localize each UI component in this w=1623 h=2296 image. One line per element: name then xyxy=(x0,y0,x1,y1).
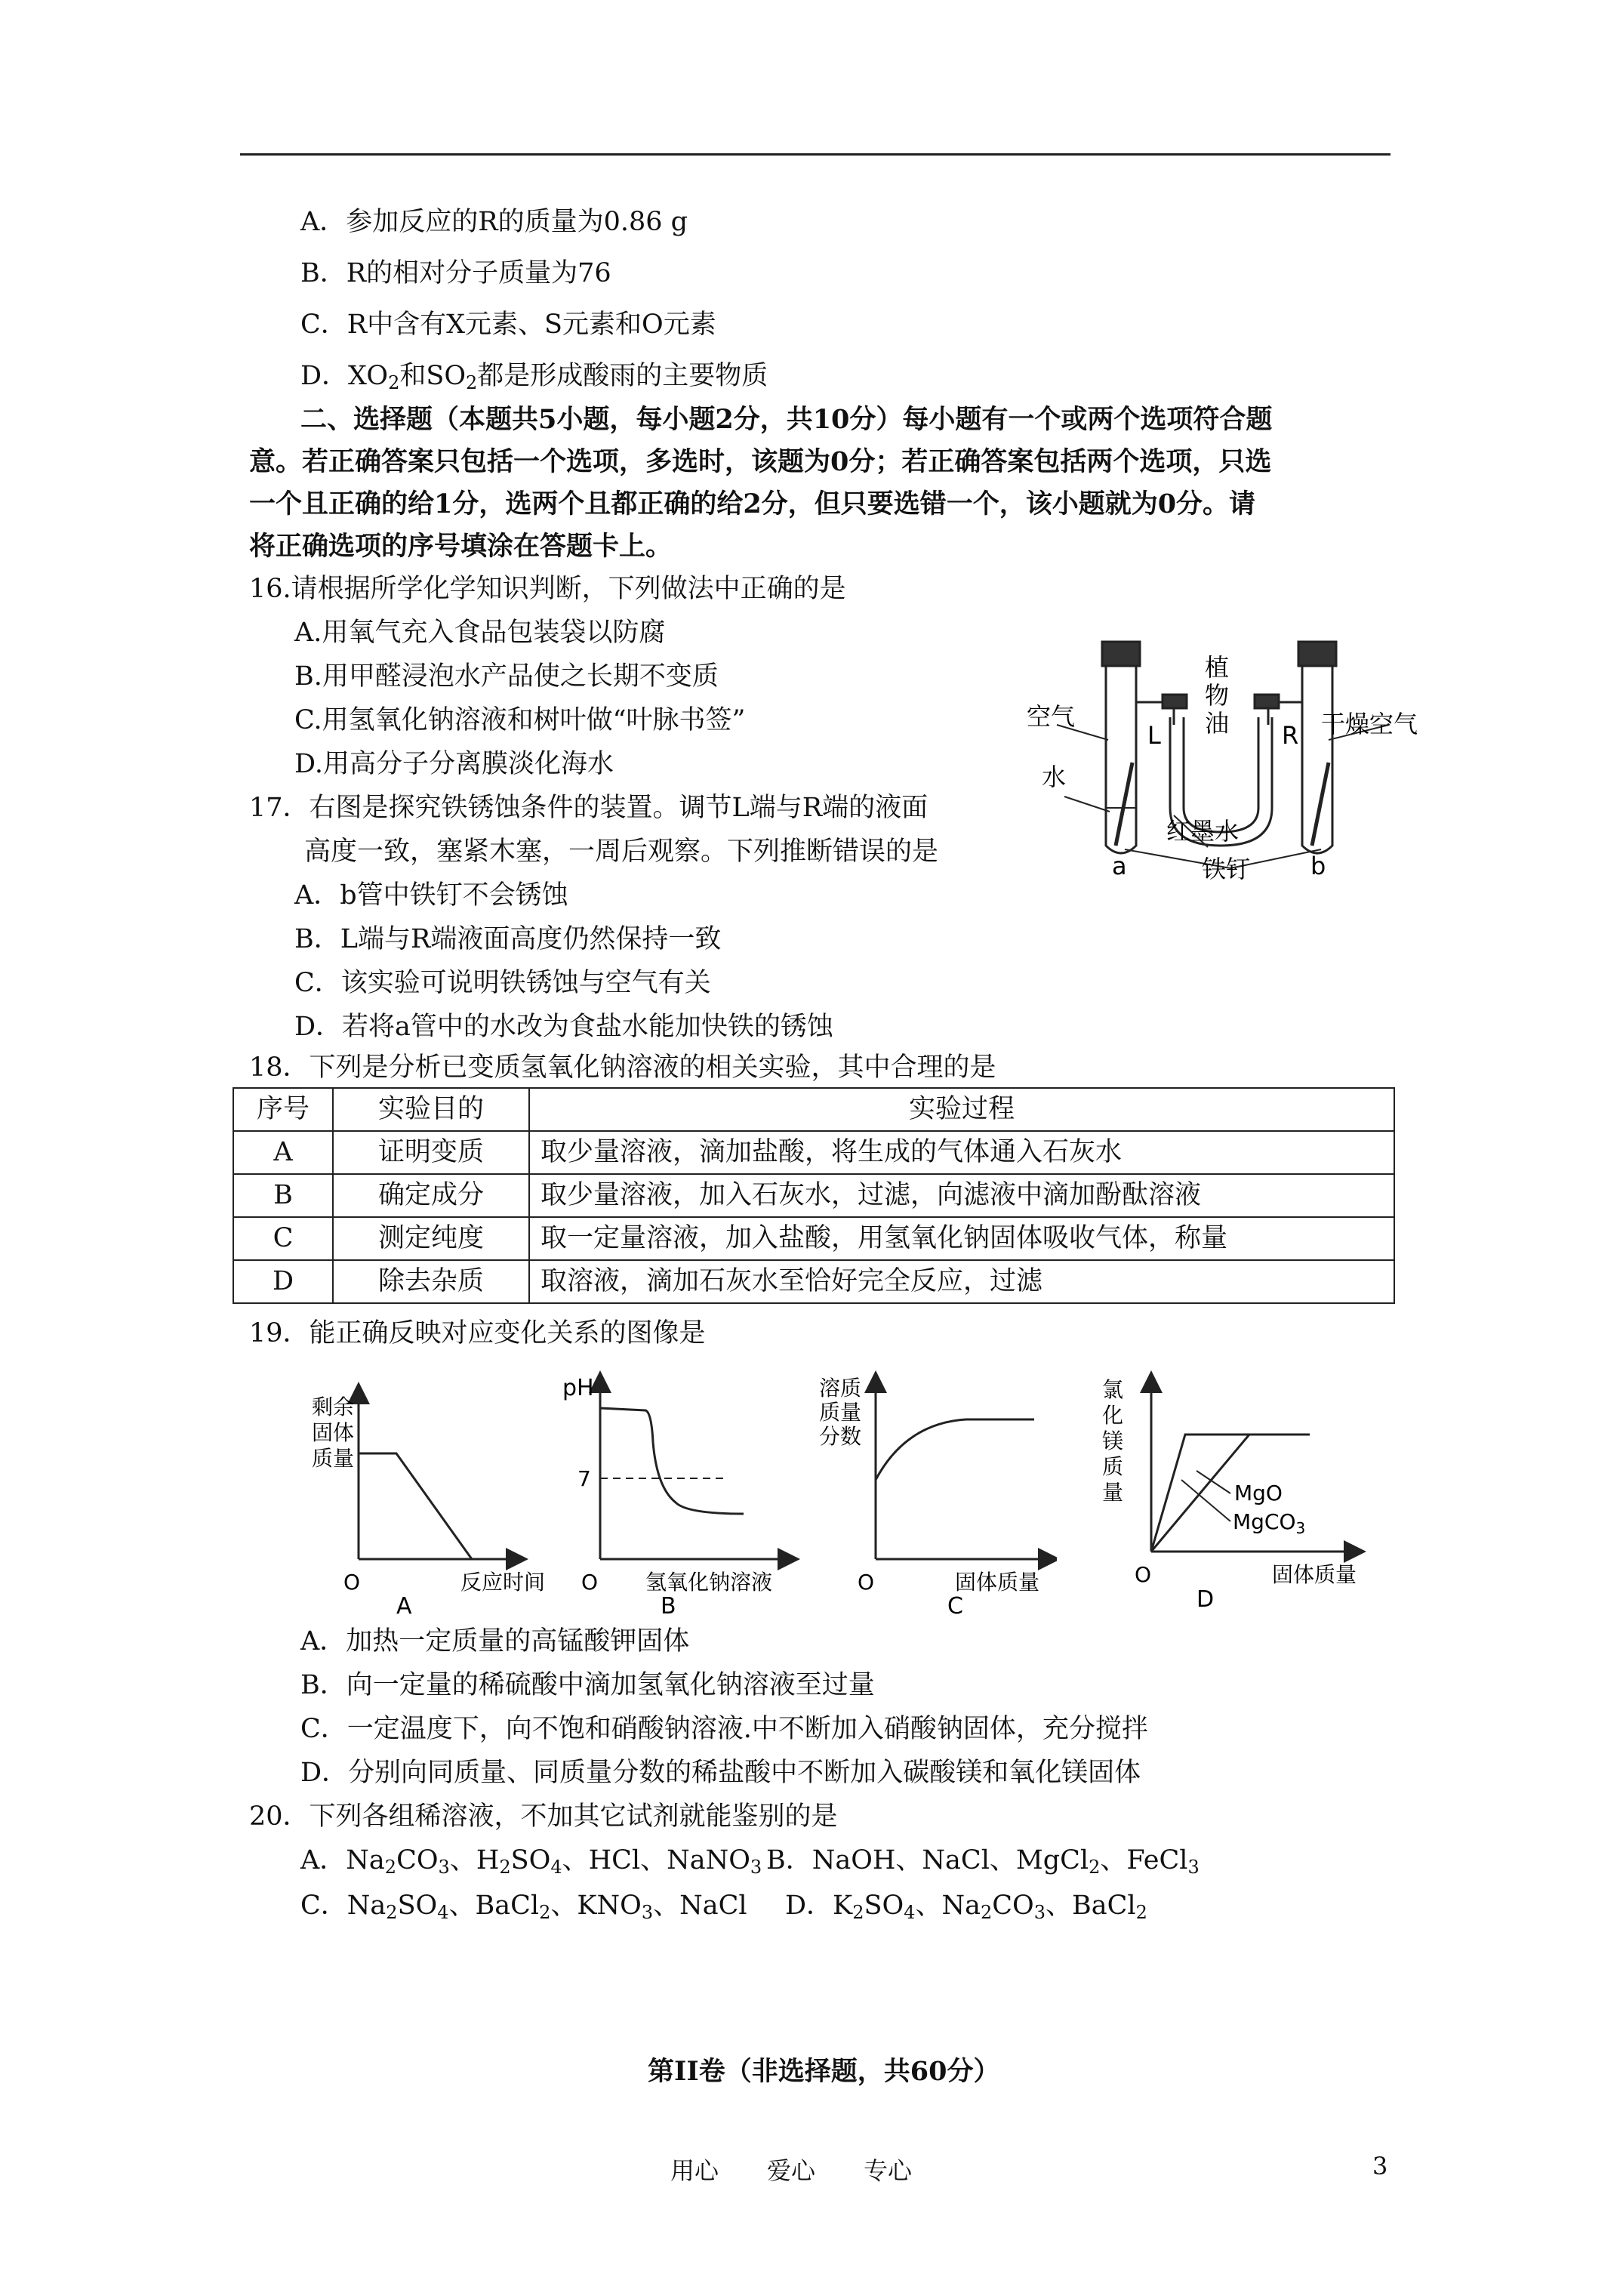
table-row xyxy=(233,1217,1394,1260)
q18-stem: 18．下列是分析已变质氢氧化钠溶液的相关实验，其中合理的是 xyxy=(249,1052,996,1083)
apparatus-label-b: b xyxy=(1310,852,1326,880)
graph-b-ref: 7 xyxy=(577,1466,591,1491)
table-cell: 取一定量溶液，加入盐酸，用氢氧化钠固体吸收气体，称量 xyxy=(529,1217,1394,1260)
svg-text:镁: 镁 xyxy=(1102,1428,1124,1453)
graph-d xyxy=(1098,1367,1370,1620)
apparatus-label-L: L xyxy=(1147,721,1161,750)
graph-b xyxy=(562,1367,812,1620)
q16-option-b: B.用甲醛浸泡水产品使之长期不变质 xyxy=(294,661,719,692)
svg-text:质: 质 xyxy=(1102,1454,1124,1479)
table-header-cell: 实验过程 xyxy=(529,1088,1394,1131)
q17-stem-2: 高度一致，塞紧木塞，一周后观察。下列推断错误的是 xyxy=(304,837,939,867)
q16-option-d: D.用高分子分离膜淡化海水 xyxy=(294,749,614,779)
graph-c xyxy=(815,1367,1057,1620)
svg-text:质量: 质量 xyxy=(819,1400,862,1425)
q20-option-b: B．NaOH、NaCl、MgCl$_2$、FeCl$_3$ xyxy=(766,1845,1200,1878)
svg-text:分数: 分数 xyxy=(819,1424,862,1449)
prev-option-d: D．$XO_2$和$SO_2$都是形成酸雨的主要物质 xyxy=(300,361,768,393)
q17-option-b: B．L端与R端液面高度仍然保持一致 xyxy=(294,924,722,954)
graph-a xyxy=(306,1378,577,1620)
svg-text:化: 化 xyxy=(1102,1403,1124,1428)
apparatus-label-R: R xyxy=(1282,721,1299,750)
q20-option-c: C．$Na_2SO_4$、BaCl$_2$、$KNO_3$、NaCl xyxy=(300,1891,747,1923)
table-cell: 取少量溶液，滴加盐酸，将生成的气体通入石灰水 xyxy=(529,1131,1394,1174)
q16-option-c: C.用氢氧化钠溶液和树叶做“叶脉书签” xyxy=(294,705,746,735)
q20-stem: 20．下列各组稀溶液，不加其它试剂就能鉴别的是 xyxy=(249,1801,838,1832)
q20-option-d: D．$K_2SO_4$、$Na_2CO_3$、BaCl$_2$ xyxy=(785,1891,1147,1923)
footer-center: 用心 爱心 专心 xyxy=(670,2156,913,2185)
graph-b-origin: O xyxy=(581,1570,599,1595)
apparatus-nail: 铁钉 xyxy=(1202,855,1251,883)
svg-text:氯: 氯 xyxy=(1102,1377,1124,1402)
q17-option-a: A．b管中铁钉不会锈蚀 xyxy=(294,880,568,911)
q19-stem: 19．能正确反映对应变化关系的图像是 xyxy=(249,1318,706,1348)
section2-line1: 二、选择题（本题共5小题，每小题2分，共10分）每小题有一个或两个选项符合题 xyxy=(300,404,1273,435)
q19-option-a: A．加热一定质量的高锰酸钾固体 xyxy=(300,1626,690,1657)
table-cell: B xyxy=(233,1174,333,1217)
apparatus-dry-air: 干燥空气 xyxy=(1321,710,1418,738)
table-header-row xyxy=(233,1088,1394,1131)
table-row xyxy=(233,1131,1394,1174)
table-cell: 取溶液，滴加石灰水至恰好完全反应，过滤 xyxy=(529,1260,1394,1303)
graph-a-xlabel: 反应时间 xyxy=(460,1570,546,1595)
graph-a-origin: O xyxy=(343,1570,361,1595)
q17-stem-1: 17．右图是探究铁锈蚀条件的装置。调节L端与R端的液面 xyxy=(249,793,929,823)
apparatus-air: 空气 xyxy=(1027,702,1076,731)
graph-b-ylabel: pH xyxy=(562,1375,594,1401)
graph-d-series2: MgCO$_3$ xyxy=(1233,1509,1306,1537)
graph-b-xlabel: 氢氧化钠溶液 xyxy=(645,1570,773,1595)
table-cell: 测定纯度 xyxy=(333,1217,529,1260)
graph-a-tag: A xyxy=(396,1593,412,1620)
apparatus-oil-1: 植 xyxy=(1205,653,1230,682)
svg-text:溶质: 溶质 xyxy=(819,1376,862,1401)
svg-text:量: 量 xyxy=(1102,1480,1124,1505)
svg-text:剩余: 剩余 xyxy=(312,1395,355,1419)
header-rule xyxy=(240,153,1390,156)
q16-stem: 16.请根据所学化学知识判断，下列做法中正确的是 xyxy=(249,574,846,604)
q19-option-c: C．一定温度下，向不饱和硝酸钠溶液.中不断加入硝酸钠固体，充分搅拌 xyxy=(300,1714,1148,1744)
table-header-cell: 实验目的 xyxy=(333,1088,529,1131)
graph-d-series1: MgO xyxy=(1234,1481,1283,1505)
q20-option-a: A．$Na_2CO_3$、$H_2SO_4$、HCl、NaNO$_3$ xyxy=(300,1845,762,1878)
table-cell: D xyxy=(233,1260,333,1303)
apparatus-oil-3: 油 xyxy=(1205,709,1230,738)
apparatus-water: 水 xyxy=(1042,763,1067,791)
apparatus-label-a: a xyxy=(1112,852,1127,880)
prev-option-c: C．R中含有X元素、S元素和O元素 xyxy=(300,310,716,340)
table-cell: 取少量溶液，加入石灰水，过滤，向滤液中滴加酚酞溶液 xyxy=(529,1174,1394,1217)
graph-b-tag: B xyxy=(661,1593,676,1620)
svg-text:固体: 固体 xyxy=(312,1420,355,1445)
section2-line4: 将正确选项的序号填涂在答题卡上。 xyxy=(249,531,673,562)
table-header-cell: 序号 xyxy=(233,1088,333,1131)
graph-d-origin: O xyxy=(1135,1562,1152,1587)
iron-rust-apparatus xyxy=(1027,634,1434,883)
table-cell: 确定成分 xyxy=(333,1174,529,1217)
table-cell: A xyxy=(233,1131,333,1174)
prev-option-b: B．R的相对分子质量为76 xyxy=(300,258,611,288)
table-row xyxy=(233,1174,1394,1217)
graph-c-xlabel: 固体质量 xyxy=(955,1570,1040,1595)
apparatus-red-ink: 红墨水 xyxy=(1166,817,1240,846)
svg-text:质量: 质量 xyxy=(312,1446,355,1471)
section2-line2: 意。若正确答案只包括一个选项，多选时，该题为0分；若正确答案包括两个选项，只选 xyxy=(249,446,1272,477)
table-cell: 证明变质 xyxy=(333,1131,529,1174)
table-cell: C xyxy=(233,1217,333,1260)
section2-line3: 一个且正确的给1分，选两个且都正确的给2分，但只要选错一个，该小题就为0分。请 xyxy=(249,488,1256,519)
graph-d-tag: D xyxy=(1196,1586,1215,1613)
q19-option-d: D．分别向同质量、同质量分数的稀盐酸中不断加入碳酸镁和氧化镁固体 xyxy=(300,1758,1141,1788)
table-row xyxy=(233,1260,1394,1303)
prev-option-a: A．参加反应的R的质量为0.86 g xyxy=(300,207,688,237)
part2-title: 第II卷（非选择题，共60分） xyxy=(648,2056,1000,2087)
q18-table xyxy=(233,1087,1395,1304)
graph-c-origin: O xyxy=(858,1570,875,1595)
q16-option-a: A.用氧气充入食品包装袋以防腐 xyxy=(294,618,666,648)
q17-option-d: D．若将a管中的水改为食盐水能加快铁的锈蚀 xyxy=(294,1012,833,1042)
q19-option-b: B．向一定量的稀硫酸中滴加氢氧化钠溶液至过量 xyxy=(300,1670,875,1700)
graph-c-tag: C xyxy=(947,1593,963,1620)
page-number: 3 xyxy=(1372,2152,1388,2180)
graph-d-xlabel: 固体质量 xyxy=(1272,1562,1357,1587)
q17-option-c: C．该实验可说明铁锈蚀与空气有关 xyxy=(294,968,711,998)
table-cell: 除去杂质 xyxy=(333,1260,529,1303)
apparatus-oil-2: 物 xyxy=(1205,681,1230,710)
